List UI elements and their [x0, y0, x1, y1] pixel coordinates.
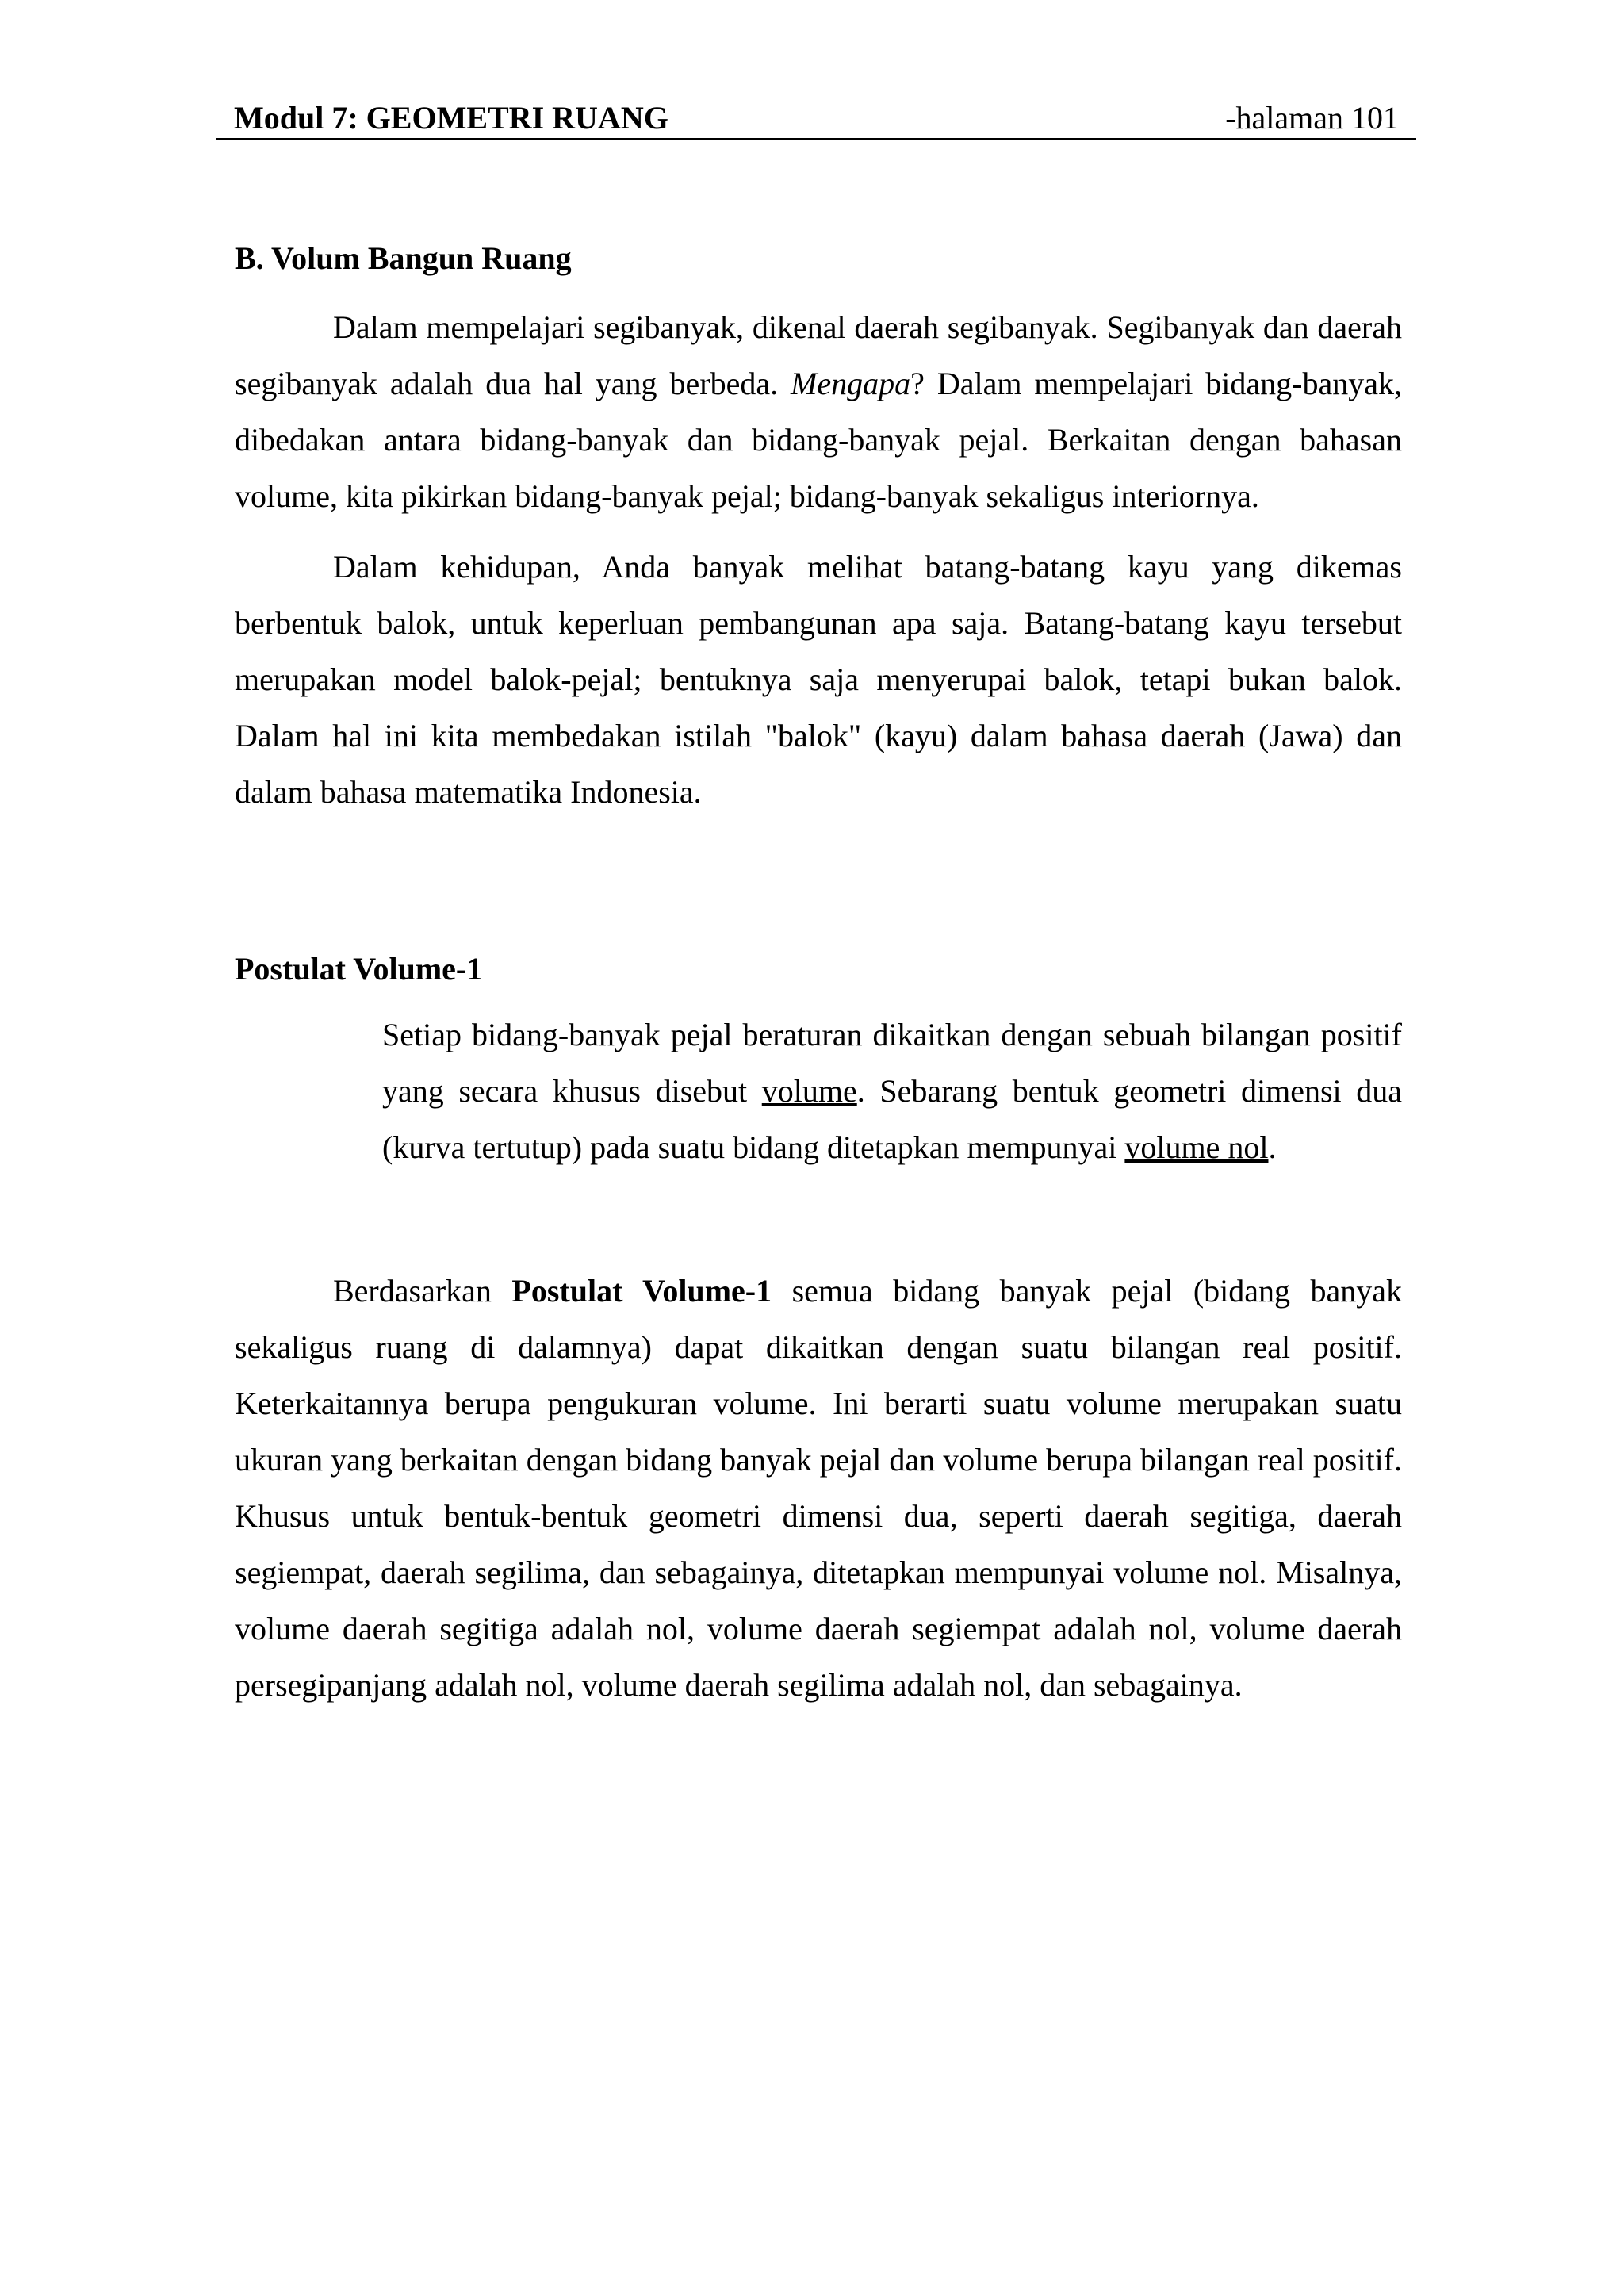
paragraph-intro-italic: Mengapa	[791, 366, 911, 401]
postulate-text-2: . Sebarang bentuk geometri dimensi dua (kurva tertutup) pada suatu bidang ditetapkan mempunyai	[382, 1073, 1402, 1165]
page-content	[235, 230, 1402, 1727]
paragraph-intro-text-1: Dalam mempelajari segibanyak, dikenal daerah segibanyak. Segibanyak dan daerah segibanyak adalah dua hal yang berbeda.	[235, 309, 1402, 401]
paragraph-closing	[235, 1263, 1402, 1713]
paragraph-closing-bold: Postulat Volume-1	[511, 1273, 772, 1309]
postulate-term-volume-nol: volume nol	[1124, 1129, 1269, 1165]
section-heading: B. Volum Bangun Ruang	[235, 240, 572, 276]
postulate-term-volume: volume	[761, 1073, 857, 1109]
paragraph-intro-text-2: ? Dalam mempelajari bidang-banyak, dibedakan antara bidang-banyak dan bidang-banyak pejal. Berkaitan dengan bahasan volume, kita pikirkan bidang-banyak pejal; bidang-banyak sekaligus interiornya.	[235, 366, 1402, 514]
paragraph-closing-text-1: Berdasarkan	[333, 1273, 512, 1309]
spacer	[235, 834, 1402, 941]
postulate-heading: Postulat Volume-1	[235, 951, 483, 987]
paragraph-wood-example: Dalam kehidupan, Anda banyak melihat batang-batang kayu yang dikemas berbentuk balok, untuk keperluan pembangunan apa saja. Batang-batang kayu tersebut merupakan model balok-pejal; bentuknya saja menyerupai balok, tetapi bukan balok. Dalam hal ini kita membedakan istilah "balok" (kayu) dalam bahasa daerah (Jawa) dan dalam bahasa matematika Indonesia.	[235, 549, 1402, 810]
module-title: Modul 7: GEOMETRI RUANG	[234, 100, 668, 136]
spacer	[235, 1175, 1402, 1263]
page-header	[216, 94, 1416, 140]
postulate-text-1: Setiap bidang-banyak pejal beraturan dikaitkan dengan sebuah bilangan positif yang secara khusus disebut	[382, 1017, 1402, 1109]
postulate-text-3: .	[1268, 1129, 1277, 1165]
paragraph-closing-text-2: semua bidang banyak pejal (bidang banyak sekaligus ruang di dalamnya) dapat dikaitkan dengan suatu bilangan real positif. Keterkaitannya berupa pengukuran volume. Ini berarti suatu volume merupakan suatu ukuran yang berkaitan dengan bidang banyak pejal dan volume berupa bilangan real positif. Khusus untuk bentuk-bentuk geometri dimensi dua, seperti daerah segitiga, daerah segiempat, daerah segilima, dan sebagainya, ditetapkan mempunyai volume nol. Misalnya, volume daerah segitiga adalah nol, volume daerah segiempat adalah nol, volume daerah persegipanjang adalah nol, volume daerah segilima adalah nol, dan sebagainya.	[235, 1273, 1402, 1703]
page-number: -halaman 101	[1225, 100, 1399, 136]
postulate-statement	[382, 1006, 1402, 1175]
paragraph-intro	[235, 299, 1402, 524]
